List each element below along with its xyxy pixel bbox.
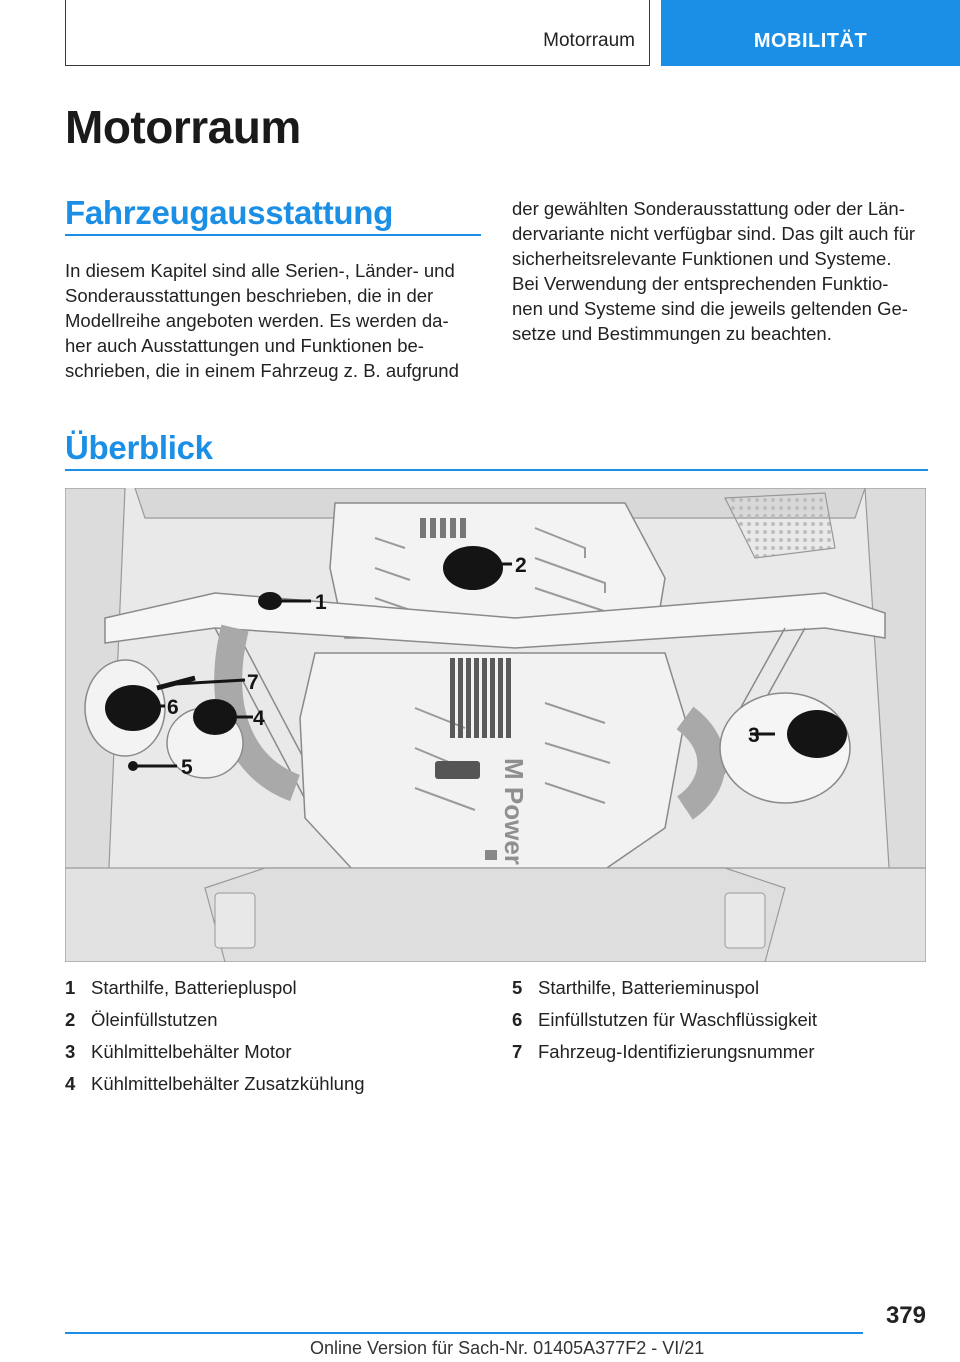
text-line: Sonderausstattungen beschrieben, die in der (65, 285, 434, 306)
callout-number: 6 (167, 696, 179, 719)
engine-bay-figure (65, 488, 926, 962)
callout-number: 1 (315, 591, 327, 614)
callout-number: 7 (247, 671, 259, 694)
legend-right (512, 972, 817, 1068)
cover-text: M Power (499, 758, 529, 865)
section-heading-fahrzeugausstattung: Fahrzeugausstattung (65, 194, 393, 231)
section-rule (65, 469, 928, 471)
paragraph-col2 (512, 196, 915, 346)
footer-rule (65, 1332, 863, 1334)
legend-item (65, 972, 365, 1004)
legend-item (512, 972, 817, 1004)
paragraph-col1 (65, 258, 459, 383)
legend-text: Kühlmittelbehälter Zusatzkühlung (91, 1073, 365, 1094)
engine-bay-illustration (65, 488, 926, 962)
legend-item (512, 1036, 817, 1068)
text-line: sicherheitsrelevante Funktionen und Systeme. (512, 248, 892, 269)
legend-left (65, 972, 365, 1100)
legend-number: 3 (65, 1041, 76, 1062)
callout-number: 5 (181, 756, 193, 779)
text-line: her auch Ausstattungen und Funktionen be- (65, 335, 424, 356)
legend-item (65, 1036, 365, 1068)
text-line: Bei Verwendung der entsprechenden Funktio- (512, 273, 889, 294)
page-title: Motorraum (65, 101, 301, 153)
section-rule (65, 234, 481, 236)
legend-item (65, 1068, 365, 1100)
text-line: dervariante nicht verfügbar sind. Das gilt auch für (512, 223, 916, 244)
page-number: 379 (885, 1302, 926, 1329)
header-chapter-tab (661, 0, 960, 66)
legend-text: Starthilfe, Batterieminuspol (538, 977, 760, 998)
legend-number: 4 (65, 1073, 76, 1094)
text-line: Modellreihe angeboten werden. Es werden da- (65, 310, 449, 331)
header-chapter-label: MOBILITÄT (753, 30, 868, 52)
footer-online-version: Online Version für Sach-Nr. 01405A377F2 - VI/21 (310, 1338, 705, 1358)
callout-number: 4 (253, 707, 265, 730)
legend-text: Starthilfe, Batteriepluspol (91, 977, 297, 998)
legend-item (65, 1004, 365, 1036)
legend-number: 5 (512, 977, 523, 998)
callout-number: 3 (748, 724, 760, 747)
legend-text: Kühlmittelbehälter Motor (91, 1041, 292, 1062)
text-line: In diesem Kapitel sind alle Serien-, Länder- und (65, 260, 455, 281)
legend-text: Öleinfüllstutzen (91, 1009, 218, 1030)
legend-item (512, 1004, 817, 1036)
legend-number: 2 (65, 1009, 76, 1030)
header-section-box (65, 0, 650, 66)
legend-text: Fahrzeug-Identifizierungsnummer (538, 1041, 815, 1062)
callout-number: 2 (515, 554, 527, 577)
legend-text: Einfüllstutzen für Waschflüssigkeit (538, 1009, 817, 1030)
legend-number: 6 (512, 1009, 523, 1030)
text-line: setze und Bestimmungen zu beachten. (512, 323, 832, 344)
text-line: nen und Systeme sind die jeweils geltenden Ge- (512, 298, 908, 319)
header-section-title: Motorraum (543, 30, 635, 51)
legend-number: 1 (65, 977, 76, 998)
section-heading-ueberblick: Überblick (65, 429, 213, 466)
text-line: der gewählten Sonderausstattung oder der Län- (512, 198, 905, 219)
legend-number: 7 (512, 1041, 523, 1062)
text-line: schrieben, die in einem Fahrzeug z. B. aufgrund (65, 360, 459, 381)
